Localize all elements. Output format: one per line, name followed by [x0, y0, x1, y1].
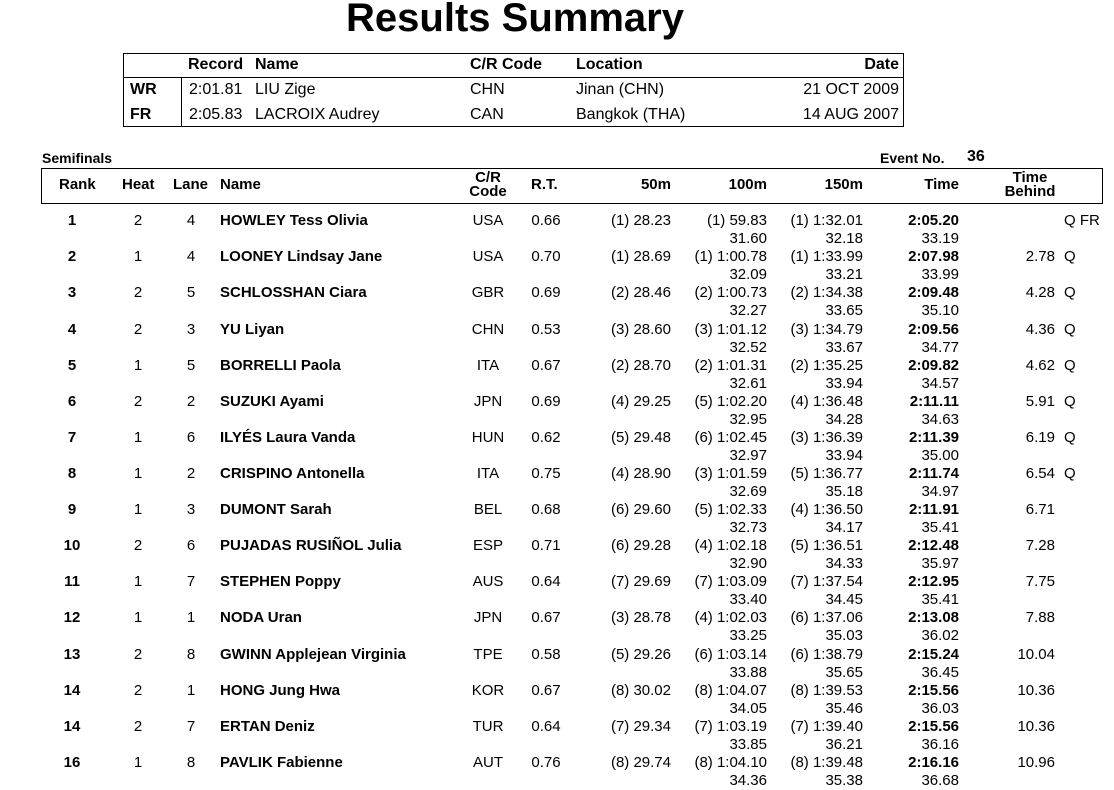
country-code: KOR	[471, 682, 505, 699]
split-time-150m: 33.21	[825, 266, 863, 283]
col-100m: 100m	[728, 176, 767, 193]
reaction-time: 0.75	[531, 465, 561, 482]
lane-cell: 2	[186, 393, 196, 410]
split-time-150m: 32.18	[825, 230, 863, 247]
split-150m: (3) 1:34.79	[790, 321, 863, 338]
reaction-time: 0.64	[531, 573, 561, 590]
time-behind: 4.36	[1025, 321, 1055, 338]
heat-cell: 2	[133, 393, 143, 410]
split-time-150m: 33.67	[825, 339, 863, 356]
athlete-name: DUMONT Sarah	[220, 501, 332, 518]
split-time-final: 36.02	[921, 627, 959, 644]
records-header-location: Location	[576, 56, 643, 73]
split-150m: (1) 1:32.01	[790, 212, 863, 229]
lane-cell: 2	[186, 465, 196, 482]
table-row	[0, 646, 1114, 682]
reaction-time: 0.64	[531, 718, 561, 735]
split-time-final: 35.41	[921, 519, 959, 536]
time-behind: 6.54	[1025, 465, 1055, 482]
time-behind: 6.19	[1025, 429, 1055, 446]
split-50m: (2) 28.70	[610, 357, 671, 374]
table-row	[0, 537, 1114, 573]
country-code: USA	[472, 248, 504, 265]
athlete-name: LOONEY Lindsay Jane	[220, 248, 383, 265]
final-time: 2:09.56	[908, 321, 959, 338]
final-time: 2:07.98	[908, 248, 959, 265]
rank-cell: 12	[63, 609, 81, 626]
split-150m: (6) 1:38.79	[790, 646, 863, 663]
time-behind: 10.96	[1017, 754, 1055, 771]
final-time: 2:12.95	[908, 573, 959, 590]
split-time-final: 36.45	[921, 664, 959, 681]
split-50m: (8) 30.02	[610, 682, 671, 699]
split-time-150m: 34.33	[825, 555, 863, 572]
split-time-100m: 34.36	[729, 772, 767, 789]
split-time-100m: 33.25	[729, 627, 767, 644]
qualification-mark: Q	[1064, 429, 1076, 446]
split-50m: (4) 28.90	[610, 465, 671, 482]
split-time-final: 36.03	[921, 700, 959, 717]
time-behind: 7.75	[1025, 573, 1055, 590]
final-time: 2:15.24	[908, 646, 959, 663]
split-time-100m: 32.52	[729, 339, 767, 356]
qualification-mark: Q FR	[1064, 212, 1100, 229]
final-time: 2:15.56	[908, 682, 959, 699]
time-behind: 10.04	[1017, 646, 1055, 663]
split-100m: (7) 1:03.19	[694, 718, 767, 735]
split-50m: (5) 29.48	[610, 429, 671, 446]
col-rank: Rank	[59, 176, 96, 193]
split-50m: (8) 29.74	[610, 754, 671, 771]
final-time: 2:11.39	[908, 429, 959, 446]
split-50m: (2) 28.46	[610, 284, 671, 301]
country-code: TPE	[473, 646, 503, 663]
record-date: 14 AUG 2007	[802, 106, 899, 123]
split-time-100m: 32.73	[729, 519, 767, 536]
col-behind-line2: Behind	[1004, 183, 1056, 200]
time-behind: 7.28	[1025, 537, 1055, 554]
record-type: FR	[130, 106, 152, 123]
split-time-150m: 35.46	[825, 700, 863, 717]
athlete-name: HOWLEY Tess Olivia	[220, 212, 368, 229]
time-behind: 4.62	[1025, 357, 1055, 374]
qualification-mark: Q	[1064, 248, 1076, 265]
split-time-150m: 36.21	[825, 736, 863, 753]
country-code: ITA	[476, 357, 500, 374]
reaction-time: 0.69	[531, 284, 561, 301]
rank-cell: 13	[63, 646, 81, 663]
lane-cell: 3	[186, 321, 196, 338]
record-time: 2:05.83	[189, 106, 243, 123]
split-150m: (2) 1:35.25	[790, 357, 863, 374]
table-row	[0, 393, 1114, 429]
time-behind: 7.88	[1025, 609, 1055, 626]
rank-cell: 5	[67, 357, 77, 374]
heat-cell: 2	[133, 212, 143, 229]
rank-cell: 9	[67, 501, 77, 518]
split-150m: (6) 1:37.06	[790, 609, 863, 626]
lane-cell: 5	[186, 284, 196, 301]
reaction-time: 0.62	[531, 429, 561, 446]
split-50m: (3) 28.60	[610, 321, 671, 338]
athlete-name: CRISPINO Antonella	[220, 465, 365, 482]
final-time: 2:11.91	[908, 501, 959, 518]
record-name: LACROIX Audrey	[255, 106, 380, 123]
split-100m: (4) 1:02.18	[694, 537, 767, 554]
col-heat: Heat	[122, 176, 155, 193]
rank-cell: 2	[67, 248, 77, 265]
time-behind: 10.36	[1017, 682, 1055, 699]
split-time-final: 33.19	[921, 230, 959, 247]
heat-cell: 1	[133, 754, 143, 771]
country-code: USA	[472, 212, 504, 229]
lane-cell: 8	[186, 754, 196, 771]
qualification-mark: Q	[1064, 465, 1076, 482]
split-time-100m: 32.61	[729, 375, 767, 392]
split-time-150m: 33.94	[825, 447, 863, 464]
split-100m: (8) 1:04.10	[694, 754, 767, 771]
reaction-time: 0.66	[531, 212, 561, 229]
split-150m: (5) 1:36.51	[790, 537, 863, 554]
table-row	[0, 754, 1114, 790]
split-150m: (7) 1:37.54	[790, 573, 863, 590]
heat-cell: 1	[133, 573, 143, 590]
col-150m: 150m	[824, 176, 863, 193]
record-location: Bangkok (THA)	[576, 106, 686, 123]
athlete-name: BORRELLI Paola	[220, 357, 341, 374]
rank-cell: 11	[64, 573, 80, 590]
split-time-100m: 32.69	[729, 483, 767, 500]
split-time-150m: 34.17	[825, 519, 863, 536]
split-time-final: 35.10	[921, 302, 959, 319]
heat-cell: 1	[133, 357, 143, 374]
country-code: JPN	[473, 609, 503, 626]
records-header-date: Date	[864, 56, 899, 73]
record-code: CAN	[470, 106, 504, 123]
record-time: 2:01.81	[189, 81, 243, 98]
table-row	[0, 573, 1114, 609]
lane-cell: 3	[186, 501, 196, 518]
heat-cell: 2	[133, 537, 143, 554]
lane-cell: 5	[186, 357, 196, 374]
time-behind: 5.91	[1025, 393, 1055, 410]
qualification-mark: Q	[1064, 284, 1076, 301]
split-100m: (5) 1:02.20	[694, 393, 767, 410]
record-location: Jinan (CHN)	[576, 81, 665, 98]
lane-cell: 1	[186, 609, 196, 626]
split-time-150m: 34.28	[825, 411, 863, 428]
final-time: 2:05.20	[908, 212, 959, 229]
athlete-name: GWINN Applejean Virginia	[220, 646, 406, 663]
split-time-final: 34.57	[921, 375, 959, 392]
split-50m: (3) 28.78	[610, 609, 671, 626]
split-time-150m: 35.38	[825, 772, 863, 789]
split-150m: (4) 1:36.50	[790, 501, 863, 518]
heat-cell: 2	[133, 718, 143, 735]
rank-cell: 16	[63, 754, 81, 771]
split-50m: (4) 29.25	[610, 393, 671, 410]
split-100m: (2) 1:01.31	[694, 357, 767, 374]
split-time-final: 34.63	[921, 411, 959, 428]
time-behind: 2.78	[1025, 248, 1055, 265]
country-code: TUR	[472, 718, 504, 735]
final-time: 2:12.48	[908, 537, 959, 554]
records-divider	[124, 77, 903, 78]
lane-cell: 7	[186, 573, 196, 590]
reaction-time: 0.53	[531, 321, 561, 338]
lane-cell: 7	[186, 718, 196, 735]
record-type: WR	[130, 81, 157, 98]
split-time-100m: 32.95	[729, 411, 767, 428]
split-50m: (5) 29.26	[610, 646, 671, 663]
split-time-final: 36.16	[921, 736, 959, 753]
reaction-time: 0.67	[531, 357, 561, 374]
split-time-150m: 33.94	[825, 375, 863, 392]
rank-cell: 10	[63, 537, 81, 554]
time-behind: 4.28	[1025, 284, 1055, 301]
reaction-time: 0.68	[531, 501, 561, 518]
athlete-name: PUJADAS RUSIÑOL Julia	[220, 537, 402, 554]
rank-cell: 1	[67, 212, 77, 229]
split-time-100m: 32.90	[729, 555, 767, 572]
heat-cell: 2	[133, 682, 143, 699]
split-time-150m: 35.18	[825, 483, 863, 500]
split-time-100m: 34.05	[729, 700, 767, 717]
table-row	[0, 212, 1114, 248]
split-50m: (7) 29.34	[610, 718, 671, 735]
records-divider-vertical	[181, 77, 182, 126]
reaction-time: 0.71	[531, 537, 561, 554]
athlete-name: SCHLOSSHAN Ciara	[220, 284, 367, 301]
reaction-time: 0.67	[531, 682, 561, 699]
final-time: 2:15.56	[908, 718, 959, 735]
split-100m: (4) 1:02.03	[694, 609, 767, 626]
country-code: BEL	[473, 501, 503, 518]
split-150m: (8) 1:39.53	[790, 682, 863, 699]
table-row	[0, 248, 1114, 284]
athlete-name: ERTAN Deniz	[220, 718, 315, 735]
country-code: AUT	[473, 754, 503, 771]
heat-cell: 1	[133, 429, 143, 446]
record-name: LIU Zige	[255, 81, 316, 98]
country-code: JPN	[473, 393, 503, 410]
reaction-time: 0.69	[531, 393, 561, 410]
rank-cell: 6	[67, 393, 77, 410]
lane-cell: 6	[186, 429, 196, 446]
split-50m: (6) 29.28	[610, 537, 671, 554]
split-time-100m: 33.40	[729, 591, 767, 608]
split-100m: (5) 1:02.33	[694, 501, 767, 518]
rank-cell: 3	[67, 284, 77, 301]
final-time: 2:11.74	[908, 465, 959, 482]
athlete-name: STEPHEN Poppy	[220, 573, 341, 590]
heat-cell: 2	[133, 646, 143, 663]
split-time-100m: 33.88	[729, 664, 767, 681]
split-150m: (2) 1:34.38	[790, 284, 863, 301]
athlete-name: YU Liyan	[220, 321, 285, 338]
col-code-line1: C/R	[475, 169, 501, 186]
time-behind: 10.36	[1017, 718, 1055, 735]
athlete-name: HONG Jung Hwa	[220, 682, 341, 699]
rank-cell: 7	[67, 429, 77, 446]
split-time-final: 36.68	[921, 772, 959, 789]
col-time: Time	[924, 176, 959, 193]
rank-cell: 14	[63, 682, 81, 699]
split-time-final: 34.97	[921, 483, 959, 500]
table-row	[0, 465, 1114, 501]
rank-cell: 4	[67, 321, 77, 338]
table-row	[0, 609, 1114, 645]
phase-label: Semifinals	[42, 150, 113, 166]
table-row	[0, 284, 1114, 320]
split-100m: (1) 59.83	[706, 212, 767, 229]
reaction-time: 0.76	[531, 754, 561, 771]
records-header-name: Name	[255, 56, 299, 73]
split-100m: (3) 1:01.59	[694, 465, 767, 482]
qualification-mark: Q	[1064, 393, 1076, 410]
records-header-record: Record	[188, 56, 244, 73]
split-100m: (6) 1:03.14	[694, 646, 767, 663]
rank-cell: 8	[67, 465, 77, 482]
col-code-line2: Code	[469, 183, 507, 200]
split-time-100m: 32.09	[729, 266, 767, 283]
table-row	[0, 357, 1114, 393]
table-row	[0, 718, 1114, 754]
split-100m: (1) 1:00.78	[694, 248, 767, 265]
final-time: 2:13.08	[908, 609, 959, 626]
split-100m: (7) 1:03.09	[694, 573, 767, 590]
country-code: GBR	[471, 284, 505, 301]
athlete-name: ILYÉS Laura Vanda	[220, 429, 356, 446]
reaction-time: 0.58	[531, 646, 561, 663]
athlete-name: NODA Uran	[220, 609, 302, 626]
split-50m: (1) 28.69	[610, 248, 671, 265]
split-150m: (5) 1:36.77	[790, 465, 863, 482]
final-time: 2:11.11	[909, 393, 959, 410]
final-time: 2:16.16	[908, 754, 959, 771]
country-code: HUN	[471, 429, 505, 446]
split-time-100m: 33.85	[729, 736, 767, 753]
records-table	[123, 53, 904, 127]
split-time-150m: 34.45	[825, 591, 863, 608]
reaction-time: 0.67	[531, 609, 561, 626]
lane-cell: 1	[186, 682, 196, 699]
table-row	[0, 429, 1114, 465]
record-date: 21 OCT 2009	[803, 81, 899, 98]
split-time-150m: 33.65	[825, 302, 863, 319]
split-time-final: 34.77	[921, 339, 959, 356]
split-100m: (6) 1:02.45	[694, 429, 767, 446]
record-code: CHN	[470, 81, 505, 98]
table-row	[0, 682, 1114, 718]
split-150m: (3) 1:36.39	[790, 429, 863, 446]
page-title: Results Summary	[346, 0, 684, 40]
split-time-final: 35.97	[921, 555, 959, 572]
lane-cell: 4	[186, 248, 196, 265]
time-behind: 6.71	[1025, 501, 1055, 518]
qualification-mark: Q	[1064, 321, 1076, 338]
split-150m: (7) 1:39.40	[790, 718, 863, 735]
split-time-150m: 35.03	[825, 627, 863, 644]
col-name: Name	[220, 176, 261, 193]
heat-cell: 1	[133, 609, 143, 626]
event-label: Event No.	[880, 150, 945, 166]
split-time-100m: 32.27	[729, 302, 767, 319]
split-time-final: 35.00	[921, 447, 959, 464]
col-lane: Lane	[173, 176, 209, 193]
heat-cell: 2	[133, 321, 143, 338]
athlete-name: SUZUKI Ayami	[220, 393, 324, 410]
split-150m: (8) 1:39.48	[790, 754, 863, 771]
split-150m: (1) 1:33.99	[790, 248, 863, 265]
table-row	[0, 321, 1114, 357]
qualification-mark: Q	[1064, 357, 1076, 374]
split-150m: (4) 1:36.48	[790, 393, 863, 410]
split-100m: (8) 1:04.07	[694, 682, 767, 699]
records-header-code: C/R Code	[470, 56, 542, 73]
heat-cell: 2	[133, 284, 143, 301]
lane-cell: 4	[186, 212, 196, 229]
split-100m: (3) 1:01.12	[694, 321, 767, 338]
col-50m: 50m	[640, 176, 671, 193]
athlete-name: PAVLIK Fabienne	[220, 754, 343, 771]
heat-cell: 1	[133, 501, 143, 518]
split-time-100m: 32.97	[729, 447, 767, 464]
split-50m: (7) 29.69	[610, 573, 671, 590]
split-50m: (6) 29.60	[610, 501, 671, 518]
split-time-final: 35.41	[921, 591, 959, 608]
split-time-150m: 35.65	[825, 664, 863, 681]
split-100m: (2) 1:00.73	[694, 284, 767, 301]
country-code: CHN	[471, 321, 505, 338]
event-number: 36	[967, 148, 985, 165]
table-row	[0, 501, 1114, 537]
rank-cell: 14	[63, 718, 81, 735]
col-behind-line1: Time	[1012, 169, 1048, 186]
reaction-time: 0.70	[531, 248, 561, 265]
col-rt: R.T.	[531, 176, 558, 193]
split-50m: (1) 28.23	[610, 212, 671, 229]
lane-cell: 8	[186, 646, 196, 663]
country-code: ITA	[476, 465, 500, 482]
split-time-100m: 31.60	[729, 230, 767, 247]
heat-cell: 1	[133, 465, 143, 482]
lane-cell: 6	[186, 537, 196, 554]
final-time: 2:09.82	[908, 357, 959, 374]
country-code: ESP	[472, 537, 503, 554]
heat-cell: 1	[133, 248, 143, 265]
country-code: AUS	[472, 573, 504, 590]
split-time-final: 33.99	[921, 266, 959, 283]
final-time: 2:09.48	[908, 284, 959, 301]
